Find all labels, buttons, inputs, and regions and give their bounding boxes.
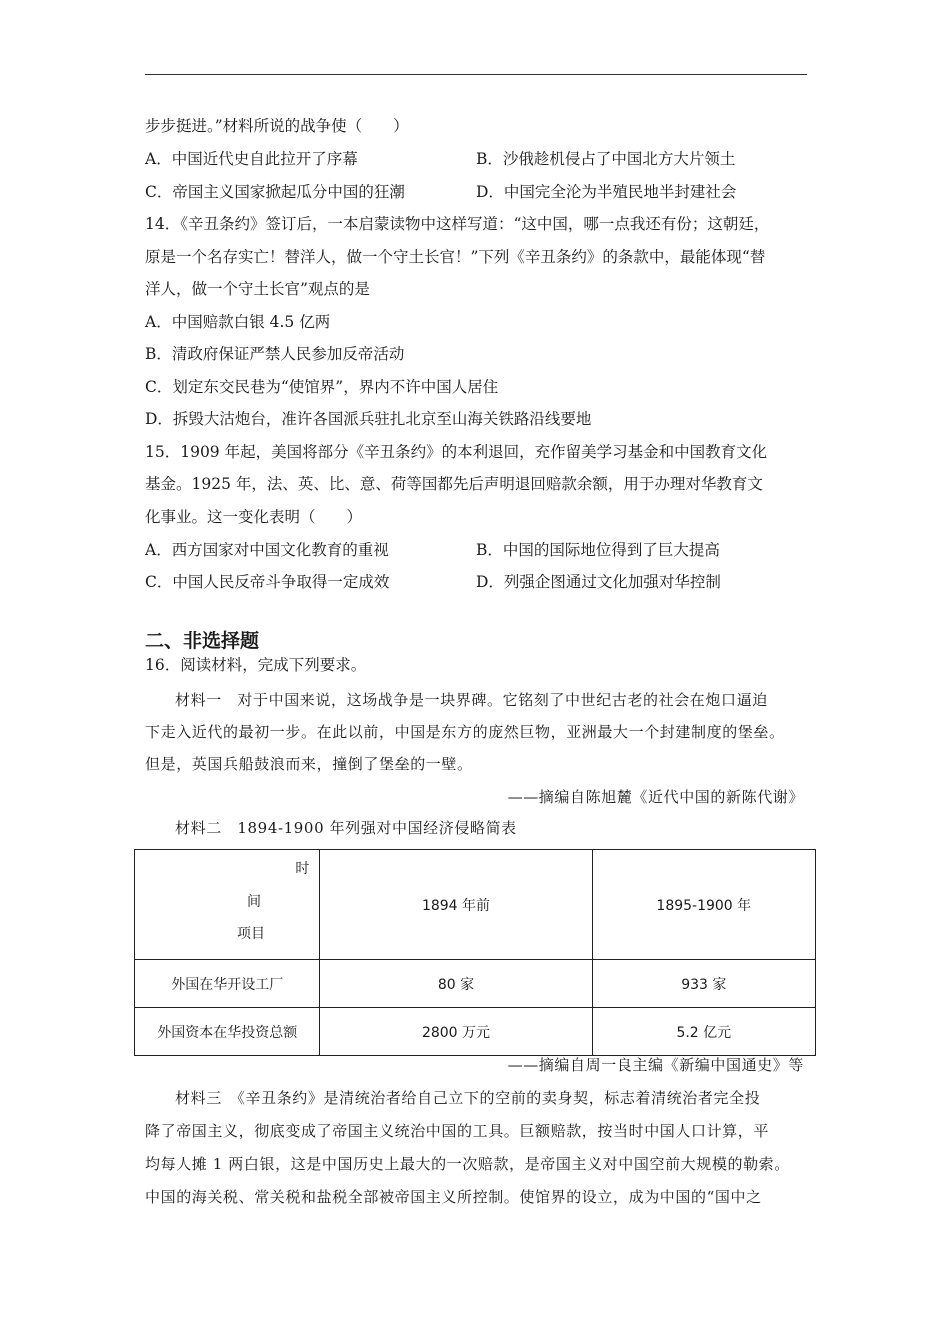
material1-line-2: 下走入近代的最初一步。在此以前，中国是东方的庞然巨物，亚洲最大一个封建制度的堡垒。 xyxy=(145,723,785,741)
cell-factories-1894: 80 家 xyxy=(320,960,592,1008)
material1-line-1: 材料一 对于中国来说，这场战争是一块界碑。它铭刻了中世纪古老的社会在炮口逼迫 xyxy=(175,691,768,709)
section-title: 二、非选择题 xyxy=(145,630,260,652)
q15-option-d[interactable]: D．列强企图通过文化加强对华控制 xyxy=(476,573,721,591)
q15-option-b[interactable]: B．中国的国际地位得到了巨大提高 xyxy=(476,541,720,559)
cell-investment-1894: 2800 万元 xyxy=(320,1008,592,1056)
row-label-factories: 外国在华开设工厂 xyxy=(135,960,320,1008)
q15-option-a[interactable]: A．西方国家对中国文化教育的重视 xyxy=(145,541,389,559)
material2-caption: 材料二 1894-1900 年列强对中国经济侵略简表 xyxy=(175,819,517,837)
material2-source: ——摘编自周一良主编《新编中国通史》等 xyxy=(507,1056,804,1074)
q13-option-a[interactable]: A．中国近代史自此拉开了序幕 xyxy=(145,150,358,168)
q15-stem-line-1: 15．1909 年起，美国将部分《辛丑条约》的本利退回，充作留美学习基金和中国教育文化 xyxy=(145,443,768,461)
q13-option-c[interactable]: C．帝国主义国家掀起瓜分中国的狂潮 xyxy=(145,183,405,201)
q15-option-c[interactable]: C．中国人民反帝斗争取得一定成效 xyxy=(145,573,390,591)
header-col-1894: 1894 年前 xyxy=(320,850,592,960)
material3-line-2: 降了帝国主义，彻底变成了帝国主义统治中国的工具。巨额赔款，按当时中国人口计算，平 xyxy=(145,1122,770,1140)
material3-line-1: 材料三 《辛丑条约》是清统治者给自己立下的空前的卖身契，标志着清统治者完全投 xyxy=(175,1089,761,1107)
q15-stem-line-3: 化事业。这一变化表明（ ） xyxy=(145,508,363,526)
header-time-label: 时 xyxy=(295,861,310,877)
material3-line-4: 中国的海关税、常关税和盐税全部被帝国主义所控制。使馆界的设立，成为中国的“国中之 xyxy=(145,1188,762,1206)
q14-stem-line-1: 14．《辛丑条约》签订后，一本启蒙读物中这样写道：“这中国，哪一点我还有份；这朝廷， xyxy=(145,215,770,233)
q16-stem: 16．阅读材料，完成下列要求。 xyxy=(145,656,367,674)
q15-stem-line-2: 基金。1925 年，法、英、比、意、荷等国都先后声明退回赔款余额，用于办理对华教育文 xyxy=(145,475,763,493)
q14-stem-line-2: 原是一个名存实亡！替洋人，做一个守土长官！”下列《辛丑条约》的条款中，最能体现“替 xyxy=(145,248,766,266)
q14-option-a[interactable]: A．中国赔款白银 4.5 亿两 xyxy=(145,313,331,331)
table-row xyxy=(135,1008,816,1056)
table-diagonal-header xyxy=(135,850,320,960)
header-item-label: 项目 xyxy=(237,926,265,942)
economic-invasion-table xyxy=(134,849,816,1056)
q14-option-b[interactable]: B．清政府保证严禁人民参加反帝活动 xyxy=(145,345,405,363)
cell-investment-1900: 5.2 亿元 xyxy=(592,1008,815,1056)
material1-source: ——摘编自陈旭麓《近代中国的新陈代谢》 xyxy=(507,788,804,806)
q13-option-b[interactable]: B．沙俄趁机侵占了中国北方大片领土 xyxy=(476,150,736,168)
q14-option-d[interactable]: D．拆毁大沽炮台，准许各国派兵驻扎北京至山海关铁路沿线要地 xyxy=(145,410,592,428)
row-label-investment: 外国资本在华投资总额 xyxy=(135,1008,320,1056)
header-rule xyxy=(145,74,807,75)
table-row xyxy=(135,960,816,1008)
cell-factories-1900: 933 家 xyxy=(592,960,815,1008)
table-header-row xyxy=(135,850,816,960)
q13-option-d[interactable]: D．中国完全沦为半殖民地半封建社会 xyxy=(476,183,737,201)
q14-option-c[interactable]: C．划定东交民巷为“使馆界”，界内不许中国人居住 xyxy=(145,378,499,396)
material1-line-3: 但是，英国兵船鼓浪而来，撞倒了堡垒的一壁。 xyxy=(145,755,473,773)
header-time-label-2: 间 xyxy=(247,894,261,910)
header-col-1895-1900: 1895-1900 年 xyxy=(592,850,815,960)
material3-line-3: 均每人摊 1 两白银，这是中国历史上最大的一次赔款，是帝国主义对中国空前大规模的勒索。 xyxy=(145,1155,790,1173)
q13-stem-tail: 步步挺进。”材料所说的战争使（ ） xyxy=(145,117,409,135)
q14-stem-line-3: 洋人，做一个守土长官”观点的是 xyxy=(145,280,370,298)
